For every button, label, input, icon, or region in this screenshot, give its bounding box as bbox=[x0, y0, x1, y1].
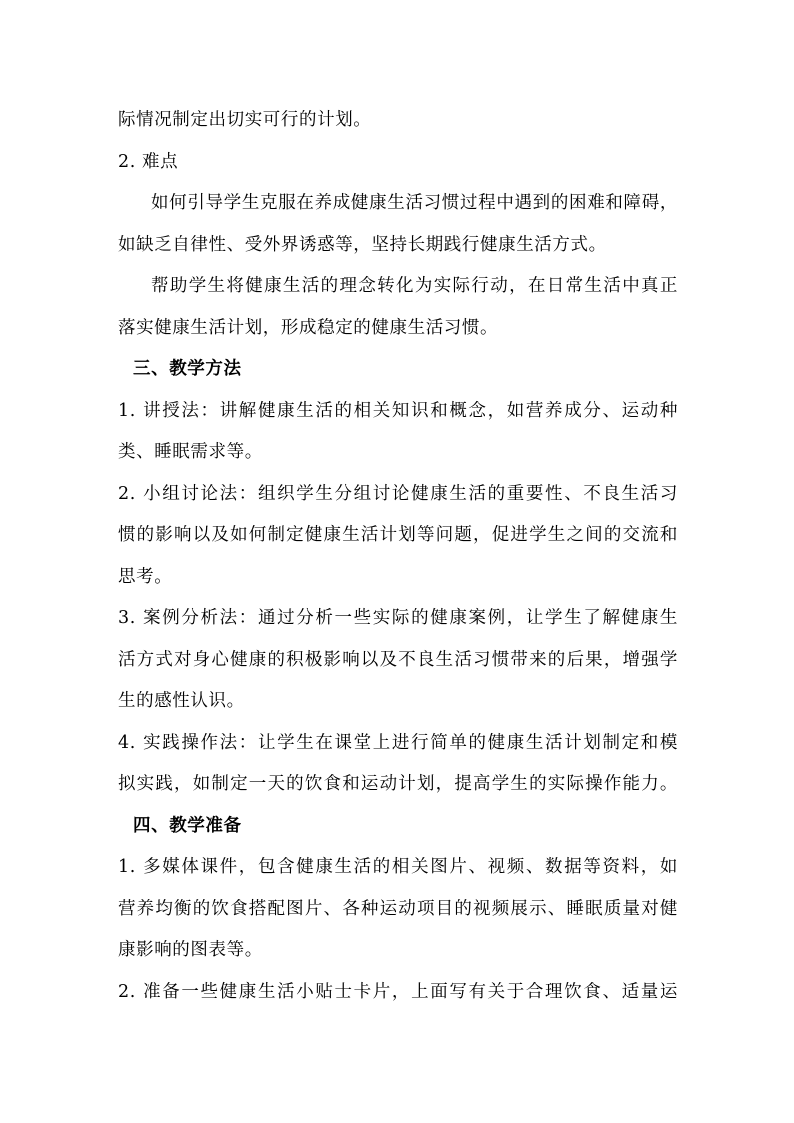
text-line: 2. 难点 bbox=[118, 151, 179, 172]
text-line: 2. 小组讨论法：组织学生分组讨论健康生活的重要性、不良生活习 bbox=[118, 483, 678, 504]
text-line: 活方式对身心健康的积极影响以及不良生活习惯带来的后果，增强学 bbox=[118, 649, 678, 670]
text-line: 生的感性认识。 bbox=[118, 691, 245, 711]
text-line: 营养均衡的饮食搭配图片、各种运动项目的视频展示、睡眠质量对健 bbox=[118, 898, 678, 919]
text-line: 惯的影响以及如何制定健康生活计划等问题，促进学生之间的交流和 bbox=[118, 525, 678, 545]
text-line: 4. 实践操作法：让学生在课堂上进行简单的健康生活计划制定和模 bbox=[118, 732, 678, 753]
text-line: 2. 准备一些健康生活小贴士卡片，上面写有关于合理饮食、适量运 bbox=[118, 981, 678, 1002]
text-line: 类、睡眠需求等。 bbox=[118, 442, 263, 462]
text-line: 拟实践，如制定一天的饮食和运动计划，提高学生的实际操作能力。 bbox=[118, 774, 678, 794]
text-line: 帮助学生将健康生活的理念转化为实际行动，在日常生活中真正 bbox=[151, 276, 678, 296]
text-line: 3. 案例分析法：通过分析一些实际的健康案例，让学生了解健康生 bbox=[118, 608, 678, 628]
text-line: 思考。 bbox=[118, 566, 173, 587]
section-heading: 四、教学准备 bbox=[133, 815, 242, 836]
text-line: 1. 讲授法：讲解健康生活的相关知识和概念，如营养成分、运动种 bbox=[118, 400, 678, 421]
section-heading: 三、教学方法 bbox=[133, 359, 242, 379]
document-page bbox=[118, 100, 680, 1013]
text-line: 如缺乏自律性、受外界诱惑等，坚持长期践行健康生活方式。 bbox=[118, 234, 607, 255]
text-line: 1. 多媒体课件，包含健康生活的相关图片、视频、数据等资料，如 bbox=[118, 857, 678, 877]
text-line: 如何引导学生克服在养成健康生活习惯过程中遇到的困难和障碍， bbox=[151, 193, 678, 213]
text-line: 际情况制定出切实可行的计划。 bbox=[118, 110, 372, 130]
text-line: 康影响的图表等。 bbox=[118, 940, 263, 960]
text-line: 落实健康生活计划，形成稳定的健康生活习惯。 bbox=[118, 317, 499, 338]
